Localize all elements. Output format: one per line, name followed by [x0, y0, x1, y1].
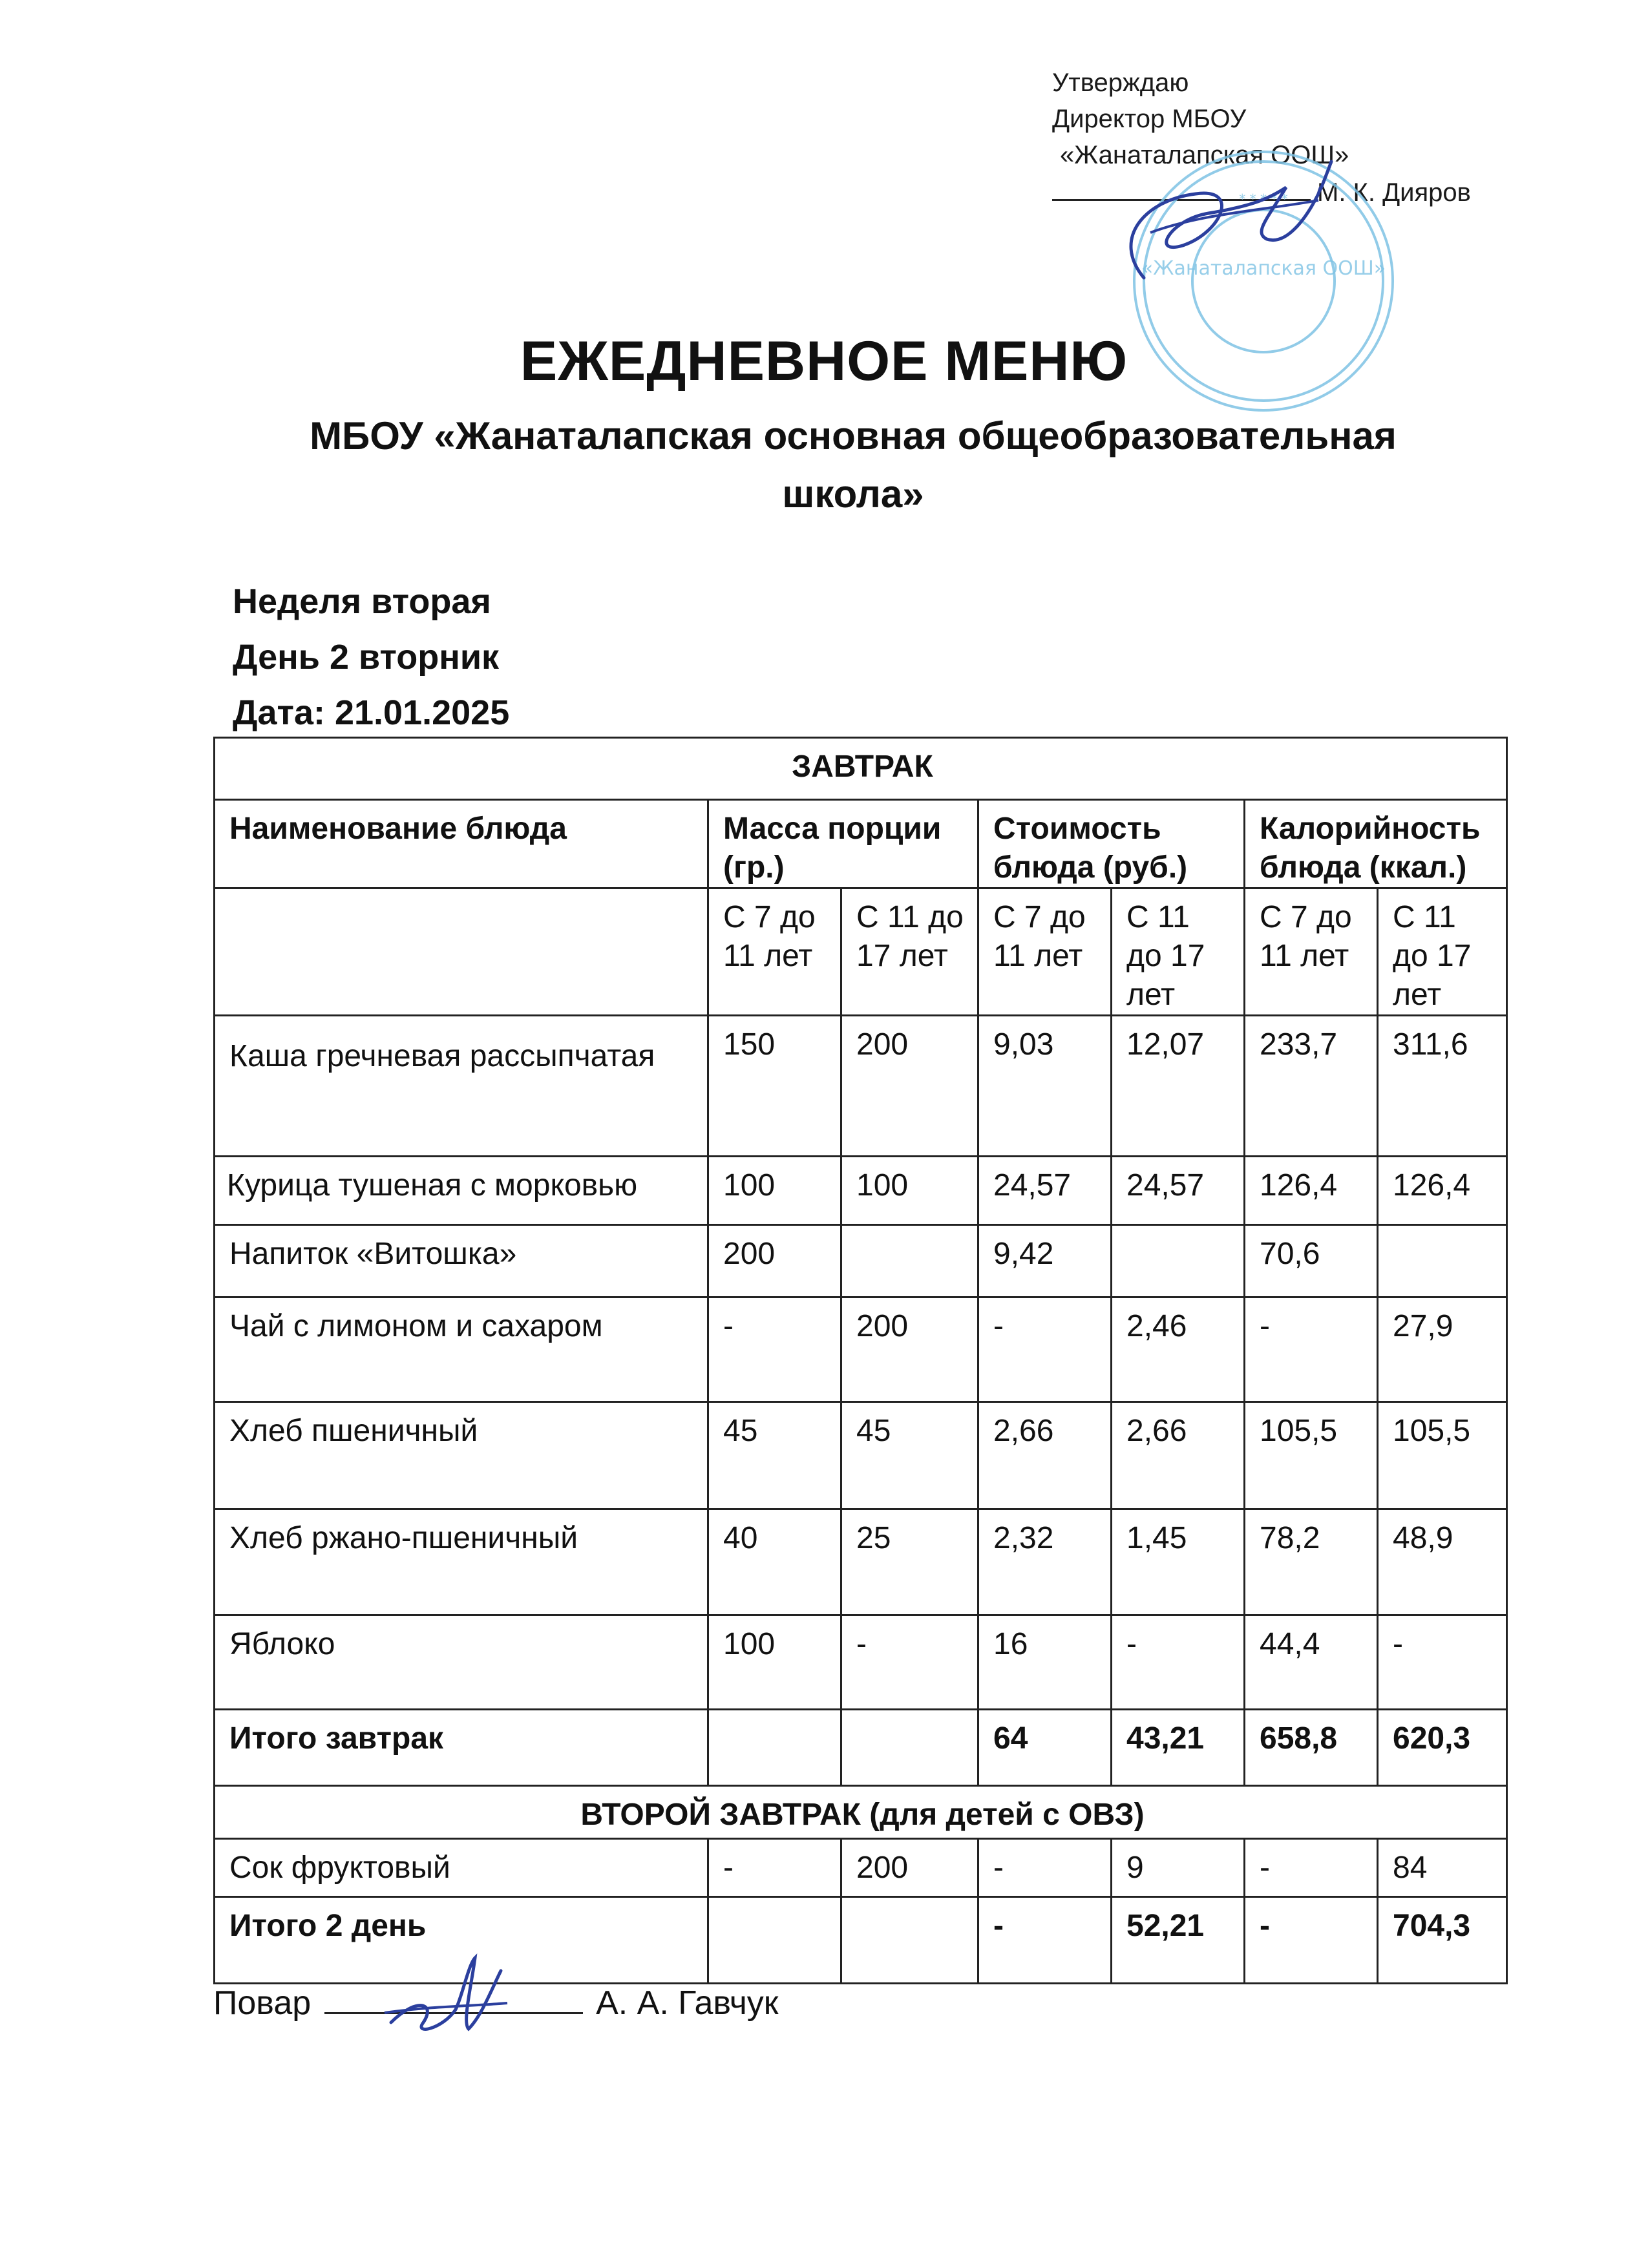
- age-group: С 7 до 11 лет: [978, 888, 1112, 1016]
- table-row: [215, 1157, 1507, 1225]
- menu-table: [213, 737, 1508, 1984]
- table-cell: [841, 1225, 978, 1297]
- table-row: [215, 1225, 1507, 1297]
- table-cell: [1112, 1225, 1245, 1297]
- table-cell: 233,7: [1245, 1016, 1378, 1157]
- table-cell: 311,6: [1378, 1016, 1507, 1157]
- header-mass: Масса порции (гр.): [708, 800, 978, 888]
- dish-name: Каша гречневая рассыпчатая: [215, 1016, 708, 1157]
- table-cell: 78,2: [1245, 1509, 1378, 1615]
- header-dish-name: Наименование блюда: [215, 800, 708, 888]
- day-label: День 2 вторник: [233, 638, 500, 677]
- total-cell: [841, 1710, 978, 1786]
- dish-name: Хлеб ржано-пшеничный: [215, 1509, 708, 1615]
- table-cell: -: [978, 1839, 1112, 1897]
- dish-name: Яблоко: [215, 1615, 708, 1710]
- table-cell: -: [1245, 1839, 1378, 1897]
- page-subtitle: [246, 407, 1461, 523]
- age-groups-row: [215, 888, 1507, 1016]
- table-cell: [1378, 1225, 1507, 1297]
- table-cell: -: [978, 1297, 1112, 1402]
- cook-signature: [378, 1951, 514, 2048]
- table-cell: 150: [708, 1016, 841, 1157]
- approval-word: Утверждаю: [1052, 68, 1189, 97]
- table-row: [215, 1615, 1507, 1710]
- director-signature: [1073, 149, 1344, 291]
- table-cell: 45: [708, 1402, 841, 1509]
- total-label: Итого 2 день: [215, 1897, 708, 1984]
- second-breakfast-section-header: [215, 1786, 1507, 1839]
- menu-meta: [233, 574, 509, 740]
- header-cost: Стоимость блюда (руб.): [978, 800, 1245, 888]
- table-cell: -: [841, 1615, 978, 1710]
- table-cell: 48,9: [1378, 1509, 1507, 1615]
- total-label: Итого завтрак: [215, 1710, 708, 1786]
- dish-name: Сок фруктовый: [215, 1839, 708, 1897]
- week-label: Неделя вторая: [233, 582, 491, 621]
- table-cell: 70,6: [1245, 1225, 1378, 1297]
- table-cell: 45: [841, 1402, 978, 1509]
- age-group: С 11 до 17 лет: [1112, 888, 1245, 1016]
- total-cell: 620,3: [1378, 1710, 1507, 1786]
- date-label: Дата: 21.01.2025: [233, 693, 510, 732]
- dish-name: Напиток «Витошка»: [215, 1225, 708, 1297]
- dish-name: Хлеб пшеничный: [215, 1402, 708, 1509]
- total-cell: -: [1245, 1897, 1378, 1984]
- table-cell: 27,9: [1378, 1297, 1507, 1402]
- subtitle-line-1: МБОУ «Жанаталапская основная общеобразовательная: [310, 414, 1397, 457]
- table-cell: -: [1245, 1297, 1378, 1402]
- breakfast-total-row: [215, 1710, 1507, 1786]
- table-cell: -: [708, 1297, 841, 1402]
- table-cell: 9,03: [978, 1016, 1112, 1157]
- table-cell: 2,46: [1112, 1297, 1245, 1402]
- header-calories: Калорийность блюда (ккал.): [1245, 800, 1507, 888]
- table-cell: 2,66: [978, 1402, 1112, 1509]
- table-row: [215, 1016, 1507, 1157]
- table-cell: 105,5: [1378, 1402, 1507, 1509]
- table-cell: 2,32: [978, 1509, 1112, 1615]
- total-cell: 704,3: [1378, 1897, 1507, 1984]
- table-cell: 12,07: [1112, 1016, 1245, 1157]
- total-cell: 658,8: [1245, 1710, 1378, 1786]
- dish-name: Курица тушеная с морковью: [215, 1157, 708, 1225]
- table-cell: 44,4: [1245, 1615, 1378, 1710]
- table-cell: 126,4: [1245, 1157, 1378, 1225]
- second-breakfast-title: ВТОРОЙ ЗАВТРАК (для детей с ОВЗ): [215, 1786, 1507, 1839]
- table-cell: -: [1378, 1615, 1507, 1710]
- table-row: [215, 1839, 1507, 1897]
- table-cell: 105,5: [1245, 1402, 1378, 1509]
- table-cell: 1,45: [1112, 1509, 1245, 1615]
- total-cell: -: [978, 1897, 1112, 1984]
- table-row: [215, 1509, 1507, 1615]
- table-cell: 24,57: [978, 1157, 1112, 1225]
- breakfast-title: ЗАВТРАК: [215, 738, 1507, 800]
- page-title: ЕЖЕДНЕВНОЕ МЕНЮ: [520, 330, 1128, 392]
- table-cell: 9,42: [978, 1225, 1112, 1297]
- svg-text:* * * * *: * * * * *: [1239, 191, 1288, 207]
- cook-label: Повар: [213, 1984, 312, 2022]
- table-cell: 2,66: [1112, 1402, 1245, 1509]
- stamp-text: «Жанаталапская ООШ»: [1141, 257, 1386, 280]
- breakfast-section-header: [215, 738, 1507, 800]
- table-row: [215, 1297, 1507, 1402]
- age-group: С 7 до 11 лет: [1245, 888, 1378, 1016]
- age-group: С 11 до 17 лет: [1378, 888, 1507, 1016]
- table-cell: 100: [708, 1157, 841, 1225]
- total-cell: [708, 1710, 841, 1786]
- total-cell: 64: [978, 1710, 1112, 1786]
- table-cell: 24,57: [1112, 1157, 1245, 1225]
- table-cell: -: [708, 1839, 841, 1897]
- table-cell: -: [1112, 1615, 1245, 1710]
- age-empty-cell: [215, 888, 708, 1016]
- table-cell: 25: [841, 1509, 978, 1615]
- table-cell: 126,4: [1378, 1157, 1507, 1225]
- table-cell: 100: [841, 1157, 978, 1225]
- approval-position: Директор МБОУ: [1052, 105, 1247, 133]
- table-cell: 16: [978, 1615, 1112, 1710]
- table-cell: 40: [708, 1509, 841, 1615]
- age-group: С 7 до 11 лет: [708, 888, 841, 1016]
- table-cell: 100: [708, 1615, 841, 1710]
- table-cell: 84: [1378, 1839, 1507, 1897]
- approval-school: «Жанаталапская ООШ»: [1060, 141, 1349, 169]
- total-cell: 43,21: [1112, 1710, 1245, 1786]
- table-cell: 200: [708, 1225, 841, 1297]
- cook-name: А. А. Гавчук: [596, 1984, 779, 2022]
- column-headers: [215, 800, 1507, 888]
- age-group: С 11 до 17 лет: [841, 888, 978, 1016]
- dish-name: Чай с лимоном и сахаром: [215, 1297, 708, 1402]
- director-name: М. К. Дияров: [1317, 178, 1471, 207]
- subtitle-line-2: школа»: [782, 472, 924, 516]
- total-cell: 52,21: [1112, 1897, 1245, 1984]
- table-cell: 9: [1112, 1839, 1245, 1897]
- total-cell: [841, 1897, 978, 1984]
- table-cell: 200: [841, 1297, 978, 1402]
- table-row: [215, 1402, 1507, 1509]
- table-cell: 200: [841, 1839, 978, 1897]
- total-cell: [708, 1897, 841, 1984]
- table-cell: 200: [841, 1016, 978, 1157]
